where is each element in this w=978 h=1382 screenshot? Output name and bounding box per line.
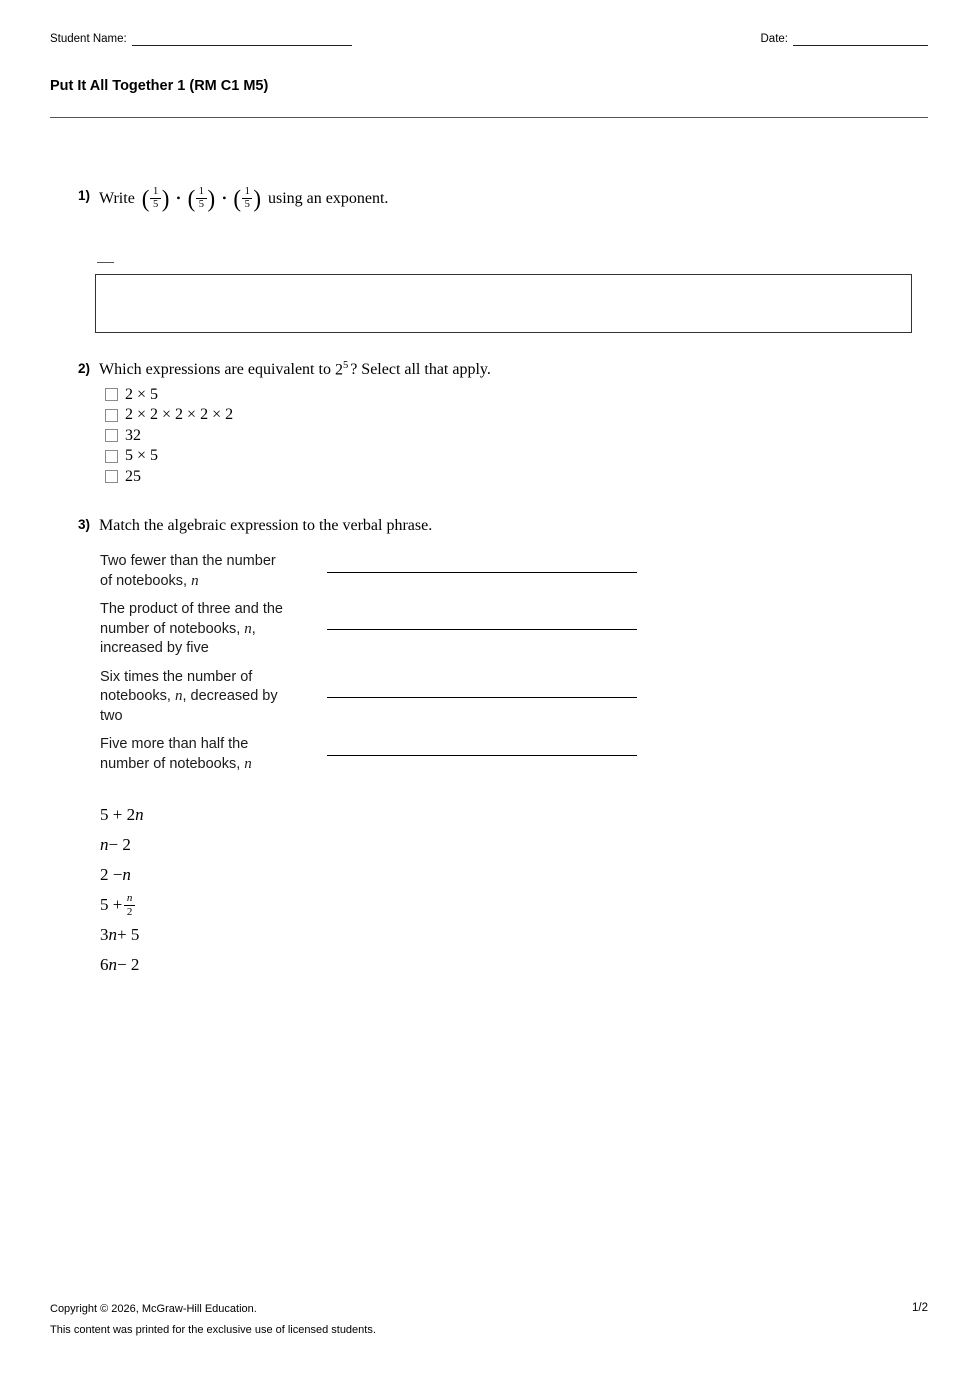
option-checkbox[interactable] xyxy=(105,470,118,483)
question-1-number: 1) xyxy=(78,188,91,203)
date-field xyxy=(761,32,929,46)
option-checkbox[interactable] xyxy=(105,429,118,442)
student-name-blank-line[interactable] xyxy=(132,32,352,46)
expression-list xyxy=(100,800,918,980)
question-2-number: 2) xyxy=(78,361,91,377)
question-2-options xyxy=(105,384,491,487)
exponent-value: 5 xyxy=(342,360,349,371)
close-paren: ) xyxy=(161,185,170,212)
option-row xyxy=(105,405,491,426)
fraction-numerator: 1 xyxy=(150,186,160,199)
date-label: Date: xyxy=(760,33,788,45)
option-row xyxy=(105,446,491,467)
student-name-field xyxy=(50,32,352,46)
expression: 2 − n xyxy=(100,865,131,884)
match-blank-line[interactable] xyxy=(327,628,637,630)
expression: 5 + 2 n xyxy=(100,805,144,824)
worksheet-title: Put It All Together 1 (RM C1 M5) xyxy=(50,78,269,94)
student-name-label: Student Name: xyxy=(50,33,127,45)
expression: 5 + $\frac{n}{2}$ xyxy=(100,890,918,920)
verbal-phrase: The product of three and the number of notebooks, n, increased by five xyxy=(100,601,283,656)
question-1-tail-text: using an exponent. xyxy=(267,189,389,207)
question-1 xyxy=(78,186,388,211)
fraction-n-over-2: $\frac{n}{2}$ xyxy=(124,892,135,918)
question-3-number: 3) xyxy=(78,517,91,532)
fraction-numerator: 1 xyxy=(242,186,252,199)
option-checkbox[interactable] xyxy=(105,409,118,422)
fraction-one-fifth xyxy=(242,186,252,211)
page-header xyxy=(50,32,928,46)
expression: n − 2 xyxy=(100,835,131,854)
date-blank-line[interactable] xyxy=(793,32,928,46)
multiplication-dot: • xyxy=(222,191,227,206)
expression: 3 n + 5 xyxy=(100,925,140,944)
option-label: 2 × 5 xyxy=(125,385,159,403)
answer-dash xyxy=(97,262,114,263)
option-checkbox[interactable] xyxy=(105,450,118,463)
close-paren: ) xyxy=(253,185,261,212)
multiplication-dot: • xyxy=(176,191,181,206)
title-divider xyxy=(50,117,928,118)
question-2-prompt-before: Which expressions are equivalent to xyxy=(99,361,331,379)
verbal-phrase: Two fewer than the number of notebooks, n xyxy=(100,553,276,589)
fraction-one-fifth xyxy=(150,186,160,211)
expression: 6 n − 2 xyxy=(100,955,140,974)
fraction-one-fifth xyxy=(196,186,206,211)
fraction-numerator: 1 xyxy=(196,186,206,199)
option-row xyxy=(105,384,491,405)
footer-notice: This content was printed for the exclusive use of licensed students. xyxy=(50,1324,376,1336)
match-row xyxy=(100,668,918,727)
open-paren: ( xyxy=(141,185,150,212)
match-row xyxy=(100,552,918,591)
page-number: 1/2 xyxy=(912,1302,928,1314)
exponent-expression xyxy=(335,360,348,379)
match-blank-line[interactable] xyxy=(327,754,637,756)
open-paren: ( xyxy=(187,185,196,212)
match-blank-line[interactable] xyxy=(327,571,637,573)
question-3 xyxy=(78,517,918,980)
question-2-prompt-after: ? Select all that apply. xyxy=(350,361,491,379)
footer-copyright: Copyright © 2026, McGraw-Hill Education. xyxy=(50,1303,257,1315)
match-row xyxy=(100,735,918,774)
question-3-prompt: Match the algebraic expression to the verbal phrase. xyxy=(99,517,433,534)
exponent-base: 2 xyxy=(334,361,343,379)
option-row xyxy=(105,466,491,487)
verbal-phrase: Five more than half the number of notebooks, n xyxy=(100,736,252,772)
question-2 xyxy=(78,360,491,487)
match-blank-line[interactable] xyxy=(327,696,637,698)
question-1-answer-box[interactable] xyxy=(95,274,912,333)
match-rows xyxy=(100,552,918,774)
fraction-denominator: 5 xyxy=(198,199,205,211)
option-checkbox[interactable] xyxy=(105,388,118,401)
option-label: 2 × 2 × 2 × 2 × 2 xyxy=(125,406,234,424)
fraction-denominator: 5 xyxy=(152,199,159,211)
open-paren: ( xyxy=(233,185,242,212)
question-1-lead-text: Write xyxy=(99,189,135,207)
verbal-phrase: Six times the number of notebooks, n, decreased by two xyxy=(100,668,278,724)
option-label: 5 × 5 xyxy=(125,447,159,465)
option-row xyxy=(105,425,491,446)
option-label: 25 xyxy=(125,467,141,485)
option-label: 32 xyxy=(125,426,141,444)
match-row xyxy=(100,600,918,659)
fraction-denominator: 5 xyxy=(244,199,250,211)
close-paren: ) xyxy=(207,185,216,212)
